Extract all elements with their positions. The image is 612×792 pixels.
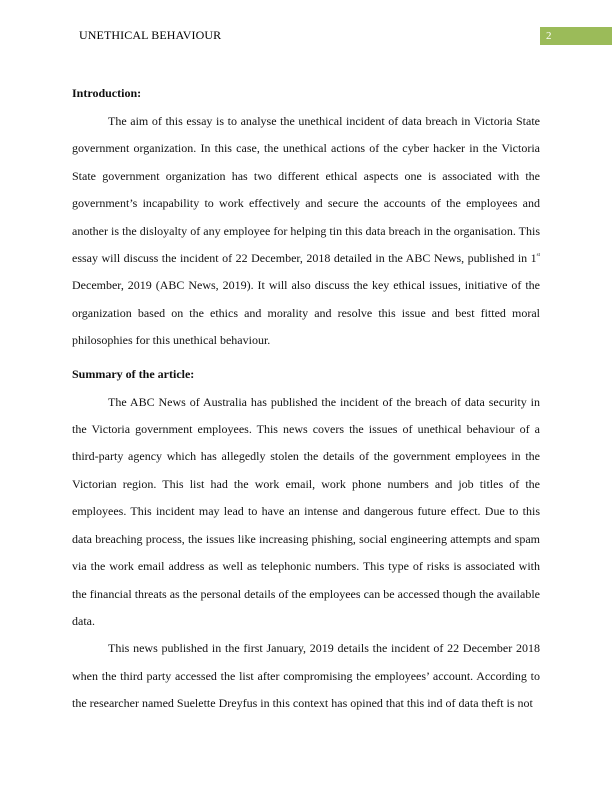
- document-body: [72, 80, 540, 718]
- introduction-text-part1: The aim of this essay is to analyse the unethical incident of data breach in Victoria State government organization. In this case, the unethical actions of the cyber hacker in the Victoria State government organization has two different ethical aspects one is associated with the government’s incapability to work effectively and secure the accounts of the employees and another is the disloyalty of any employee for helping tin this data breach in the organisation. This essay will discuss the incident of 22 December, 2018 detailed in the ABC News, published in 1: [72, 114, 540, 266]
- introduction-text-part2: December, 2019 (ABC News, 2019). It will also discuss the key ethical issues, initiative of the organization based on the ethics and morality and resolve this issue and best fitted moral philosophies for this unethical behaviour.: [72, 278, 540, 348]
- page-number-badge: 2: [540, 27, 612, 45]
- introduction-paragraph: [72, 108, 540, 355]
- running-header-title: UNETHICAL BEHAVIOUR: [79, 28, 222, 42]
- ordinal-superscript: st: [536, 253, 540, 259]
- summary-heading: Summary of the article:: [72, 366, 195, 381]
- summary-paragraph-1: The ABC News of Australia has published the incident of the breach of data security in the Victoria government employees. This news covers the issues of unethical behaviour of a third-party agency which has allegedly stolen the details of the government employees in the Victorian region. This list had the work email, work phone numbers and job titles of the employees. This incident may lead to have an intense and dangerous future effect. Due to this data breaching process, the issues like increasing phishing, social engineering attempts and spam via the work email address as well as telephonic numbers. This type of risks is associated with the financial threats as the personal details of the employees can be accessed though the available data.: [72, 394, 540, 628]
- summary-paragraph-2: This news published in the first January, 2019 details the incident of 22 December 2018 when the third party accessed the list after compromising the employees’ account. According to the researcher named Suelette Dreyfus in this context has opined that this ind of data theft is not: [72, 641, 540, 711]
- introduction-heading: Introduction:: [72, 86, 142, 100]
